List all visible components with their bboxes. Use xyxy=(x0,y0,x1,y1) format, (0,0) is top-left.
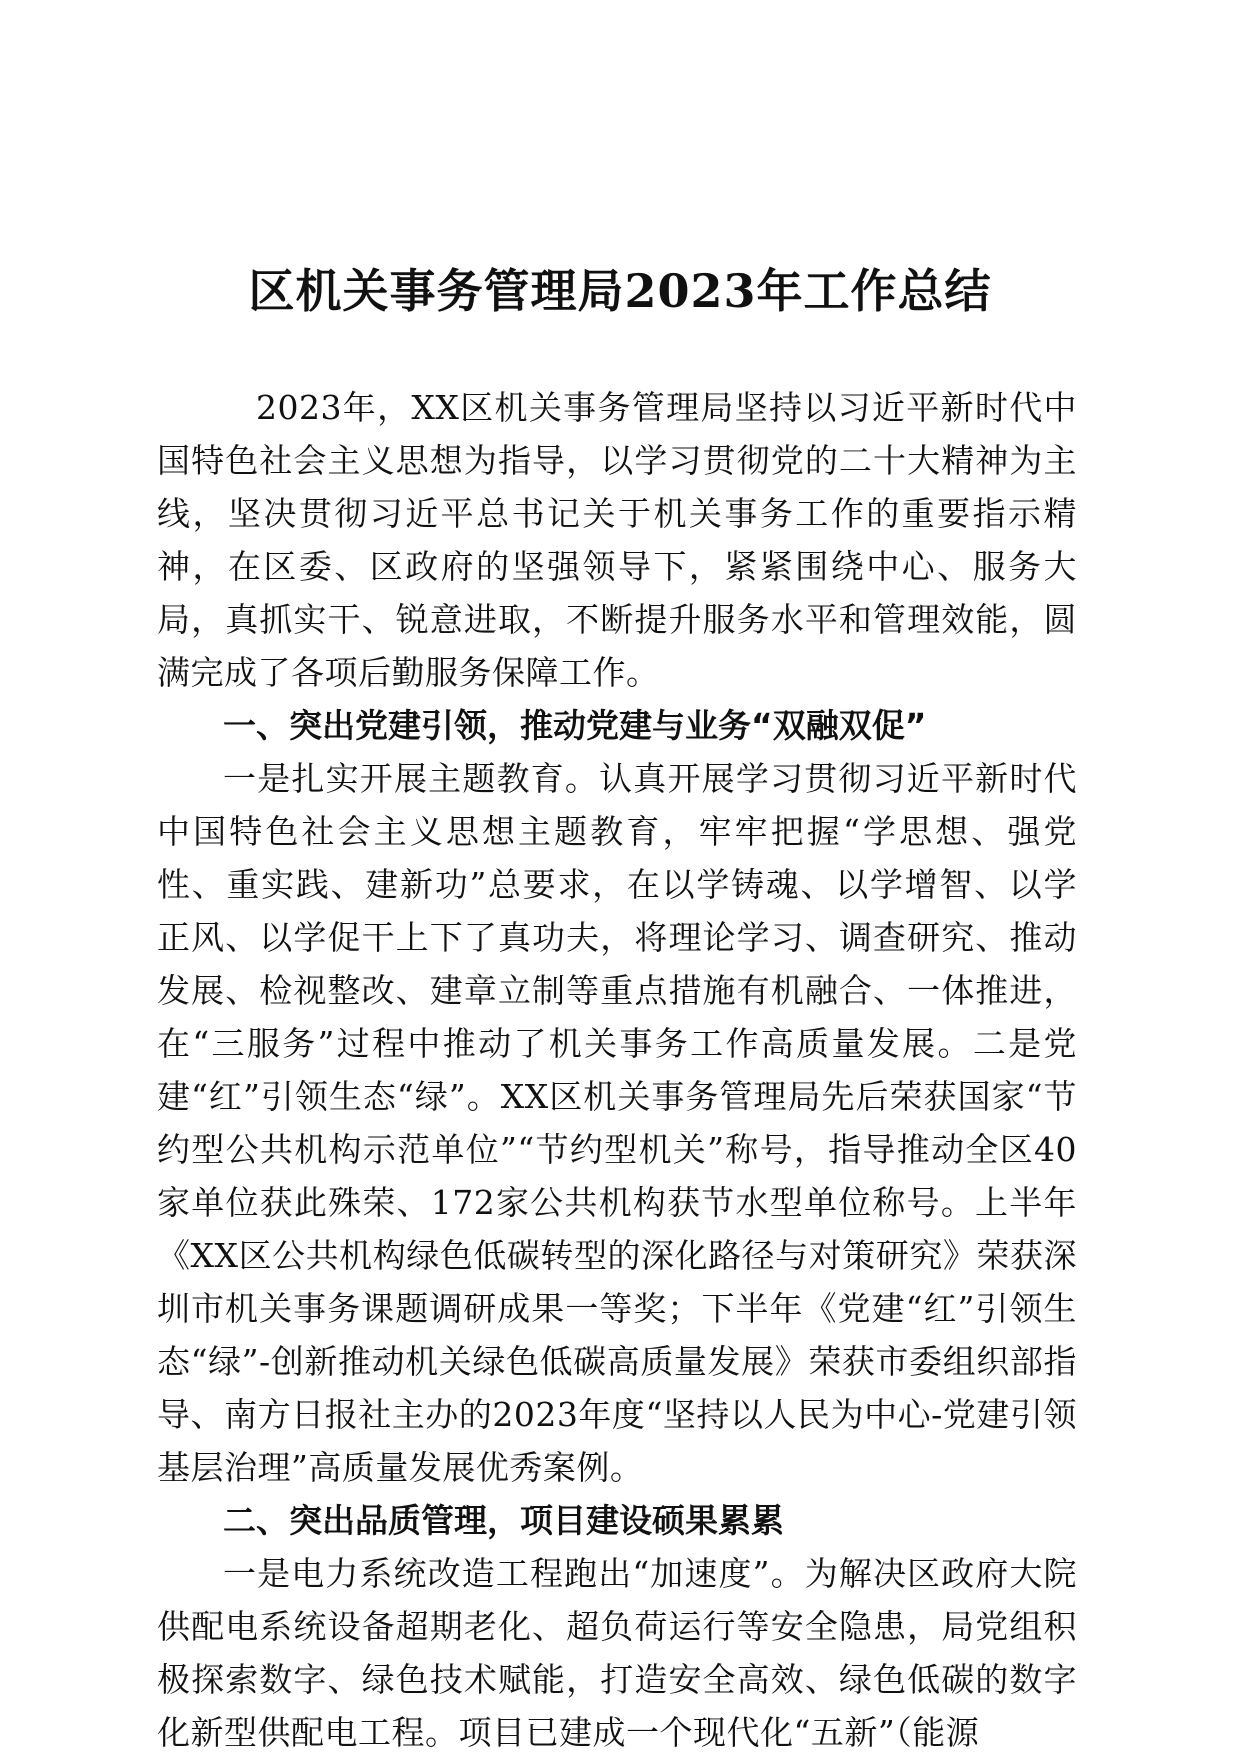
document-title: 区机关事务管理局2023年工作总结 xyxy=(248,264,992,318)
section-1-paragraph: 一是扎实开展主题教育。认真开展学习贯彻习近平新时代中国特色社会主义思想主题教育，牢牢把握“学思想、强党性、重实践、建新功”总要求，在以学铸魂、以学增智、以学正风、以学促干上下了真功夫，将理论学习、调查研究、推动发展、检视整改、建章立制等重点措施有机融合、一体推进，在“三服务”过程中推动了机关事务工作高质量发展。二是党建“红”引领生态“绿”。XX区机关事务管理局先后荣获国家“节约型公共机构示范单位”“节约型机关”称号，指导推动全区40家单位获此殊荣、172家公共机构获节水型单位称号。上半年《XX区公共机构绿色低碳转型的深化路径与对策研究》荣获深圳市机关事务课题调研成果一等奖；下半年《党建“红”引领生态“绿”-创新推动机关绿色低碳高质量发展》荣获市委组织部指导、南方日报社主办的2023年度“坚持以人民为中心-党建引领基层治理”高质量发展优秀案例。 xyxy=(157,759,1077,1487)
document-body xyxy=(157,381,1077,1759)
section-1-heading: 一、突出党建引领，推动党建与业务“双融双促” xyxy=(223,706,927,745)
intro-paragraph: 2023年，XX区机关事务管理局坚持以习近平新时代中国特色社会主义思想为指导，以学习贯彻党的二十大精神为主线，坚决贯彻习近平总书记关于机关事务工作的重要指示精神，在区委、区政府的坚强领导下，紧紧围绕中心、服务大局，真抓实干、锐意进取，不断提升服务水平和管理效能，圆满完成了各项后勤服务保障工作。 xyxy=(157,388,1077,692)
section-2-paragraph: 一是电力系统改造工程跑出“加速度”。为解决区政府大院供配电系统设备超期老化、超负荷运行等安全隐患，局党组积极探索数字、绿色技术赋能，打造安全高效、绿色低碳的数字化新型供配电工程。项目已建成一个现代化“五新”（能源 xyxy=(157,1554,1077,1752)
section-2-heading: 二、突出品质管理，项目建设硕果累累 xyxy=(223,1501,784,1540)
